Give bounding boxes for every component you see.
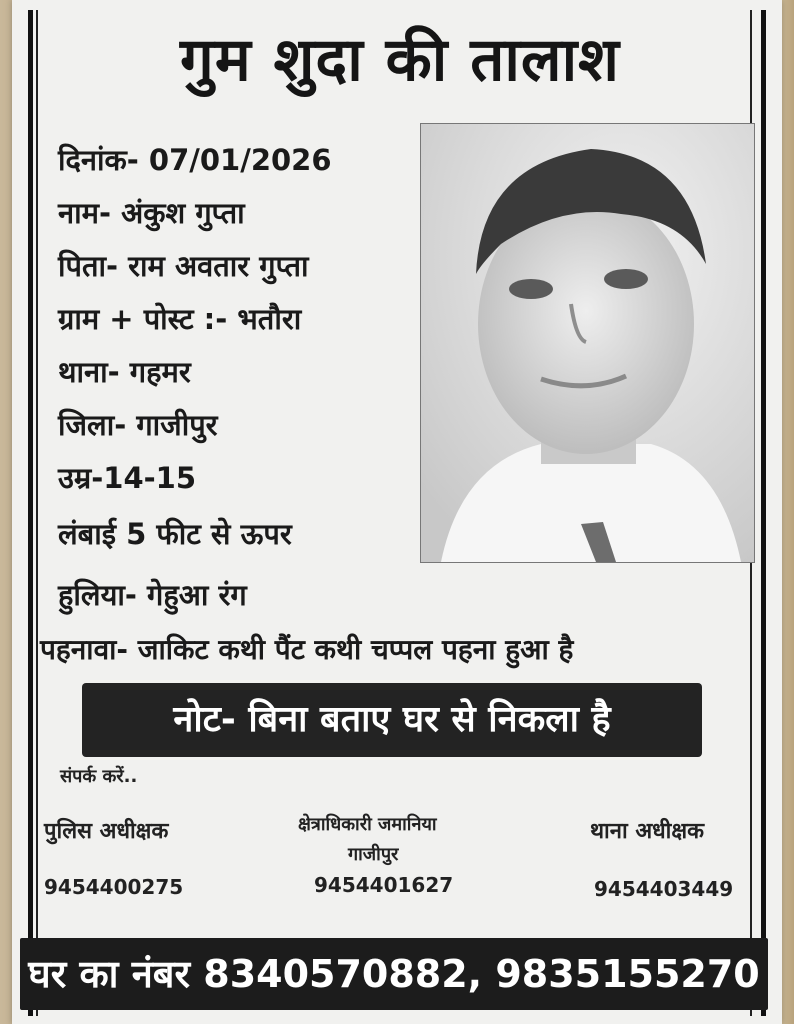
officer-sho-title: थाना अधीक्षक (590, 819, 705, 844)
age-line: उम्र-14-15 (58, 461, 197, 495)
station-line: थाना- गहमर (58, 355, 191, 389)
officer-co-title: क्षेत्राधिकारी जमानिया (298, 814, 437, 835)
officer-co-phone: 9454401627 (314, 873, 454, 897)
height-line: लंबाई 5 फीट से ऊपर (58, 517, 292, 551)
note-banner: नोट- बिना बताए घर से निकला है (82, 683, 702, 757)
village-line: ग्राम + पोस्ट :- भतौरा (58, 302, 302, 336)
missing-person-photo (420, 123, 755, 563)
name-line: नाम- अंकुश गुप्ता (58, 196, 245, 230)
date-line: दिनांक- 07/01/2026 (58, 143, 332, 177)
contact-heading: संपर्क करें.. (60, 766, 138, 787)
portrait-illustration (421, 124, 754, 562)
officer-sp-title: पुलिस अधीक्षक (44, 819, 169, 844)
clothing-line: पहनावा- जाकिट कथी पैंट कथी चप्पल पहना हुआ है (40, 633, 574, 666)
appearance-line: हुलिया- गेहुआ रंग (58, 578, 247, 612)
district-line: जिला- गाजीपुर (58, 408, 218, 442)
poster-title: गुम शुदा की तालाश (180, 25, 620, 95)
home-phone-banner: घर का नंबर 8340570882, 9835155270 (20, 938, 768, 1010)
officer-sho-phone: 9454403449 (594, 877, 734, 901)
father-line: पिता- राम अवतार गुप्ता (58, 249, 309, 283)
officer-sp-phone: 9454400275 (44, 875, 184, 899)
officer-co-subtitle: गाजीपुर (348, 844, 399, 865)
